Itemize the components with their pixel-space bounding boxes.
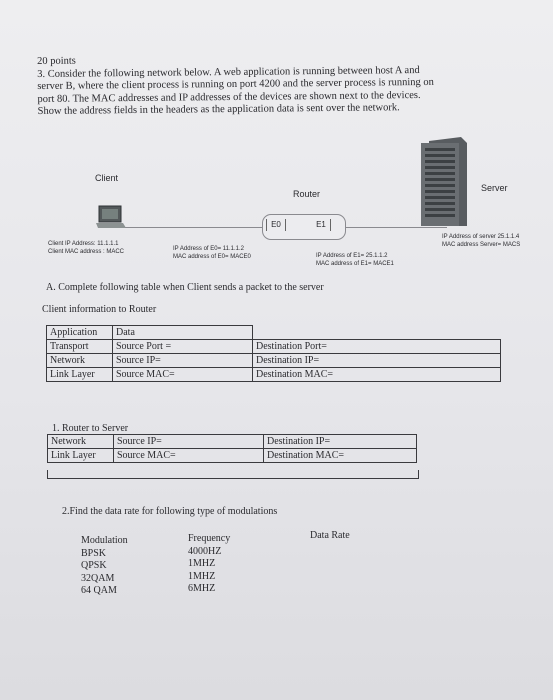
modulation-item: BPSK bbox=[81, 547, 107, 559]
table-cell: Application bbox=[47, 326, 113, 340]
frequency-item: 1MHZ bbox=[188, 570, 216, 582]
table-cell: Source IP= bbox=[113, 354, 253, 368]
table-cell bbox=[253, 326, 501, 340]
table-cell: Data bbox=[113, 326, 253, 340]
table-cell: Source MAC= bbox=[114, 449, 264, 463]
server-icon bbox=[419, 137, 469, 228]
table-row bbox=[47, 368, 501, 382]
e0-ip-label: IP Address of E0= 11.1.1.2 bbox=[173, 246, 244, 252]
question-line-1: 3. Consider the following network below. A web application is running between host A and bbox=[37, 64, 420, 80]
question-line-4: Show the address fields in the headers as the application data is sent over the network. bbox=[37, 102, 400, 118]
e1-mac-label: MAC address of E1= MACE1 bbox=[316, 261, 394, 267]
part-a-title: A. Complete following table when Client sends a packet to the server bbox=[46, 282, 324, 293]
table-cell: Link Layer bbox=[48, 449, 114, 463]
table-row bbox=[47, 354, 501, 368]
server-ip-label: IP Address of server 25.1.1.4 bbox=[442, 234, 520, 240]
frequency-column bbox=[188, 533, 230, 596]
client-label: Client bbox=[95, 173, 119, 183]
question-line-3: port 80. The MAC addresses and IP addresses of the devices are shown next to the devices. bbox=[37, 89, 421, 105]
e0-port: E0 bbox=[266, 219, 286, 231]
server-label: Server bbox=[481, 183, 508, 193]
table-row bbox=[48, 449, 417, 463]
data-rate-header: Data Rate bbox=[310, 530, 350, 541]
question-text bbox=[37, 51, 508, 119]
frequency-item: 1MHZ bbox=[188, 558, 216, 569]
modulation-column bbox=[81, 535, 128, 598]
e1-address-labels bbox=[316, 252, 394, 268]
modulation-item: QPSK bbox=[81, 560, 107, 571]
frequency-item: 6MHZ bbox=[188, 583, 216, 594]
modulation-item: 32QAM bbox=[81, 572, 115, 584]
points-label: 20 points bbox=[37, 55, 76, 67]
table-cell: Destination Port= bbox=[253, 340, 501, 354]
table-cell: Transport bbox=[47, 340, 113, 354]
table-cell: Source Port = bbox=[113, 340, 253, 354]
e1-port: E1 bbox=[312, 219, 331, 231]
client-mac-label: Client MAC address : MACC bbox=[48, 249, 125, 255]
table-cell: Link Layer bbox=[47, 368, 113, 382]
server-mac-label: MAC address Server= MACS bbox=[442, 242, 521, 248]
part-1-title: 1. Router to Server bbox=[52, 423, 129, 434]
table-row bbox=[48, 435, 417, 449]
table-row bbox=[47, 340, 501, 354]
table-cell: Destination MAC= bbox=[253, 368, 501, 382]
part-a-subtitle: Client information to Router bbox=[42, 304, 157, 315]
table-cell: Source MAC= bbox=[113, 368, 253, 382]
e0-address-labels bbox=[173, 245, 251, 261]
table-cell: Destination IP= bbox=[264, 435, 417, 449]
table-cell: Source IP= bbox=[114, 435, 264, 449]
table-cell: Network bbox=[48, 435, 114, 449]
modulation-header: Modulation bbox=[81, 535, 128, 546]
part-2-title: 2.Find the data rate for following type of modulations bbox=[62, 506, 278, 517]
table-cell: Destination MAC= bbox=[264, 449, 417, 463]
table-extension bbox=[47, 470, 419, 479]
router-to-server-table bbox=[47, 434, 417, 463]
client-ip-label: Client IP Address: 11.1.1.1 bbox=[48, 241, 119, 247]
frequency-item: 4000HZ bbox=[188, 545, 222, 557]
table-cell: Destination IP= bbox=[253, 354, 501, 368]
e0-mac-label: MAC address of E0= MACE0 bbox=[173, 254, 251, 260]
client-address-labels bbox=[48, 240, 124, 256]
server-address-labels bbox=[442, 233, 520, 249]
question-line-2: server B, where the client process is running on port 4200 and the server process is running on bbox=[37, 77, 434, 93]
table-row bbox=[47, 326, 501, 340]
router-label: Router bbox=[293, 189, 321, 199]
frequency-header: Frequency bbox=[188, 533, 231, 544]
client-to-router-table bbox=[46, 325, 501, 382]
laptop-icon bbox=[96, 205, 126, 229]
e1-ip-label: IP Address of E1= 25.1.1.2 bbox=[316, 253, 388, 259]
modulation-item: 64 QAM bbox=[81, 585, 117, 596]
table-cell: Network bbox=[47, 354, 113, 368]
